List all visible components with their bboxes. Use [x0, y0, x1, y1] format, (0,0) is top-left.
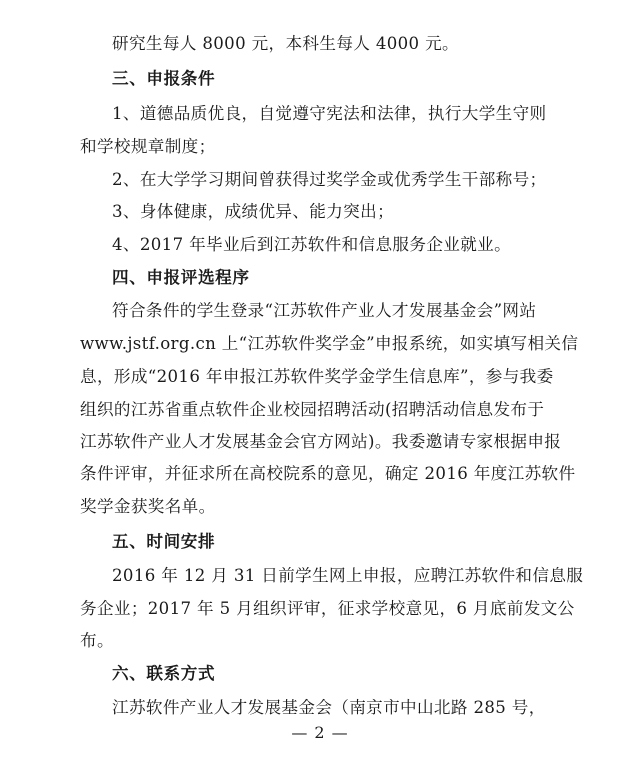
procedure-paragraph-line: 组织的江苏省重点软件企业校园招聘活动(招聘活动信息发布于	[80, 400, 545, 419]
condition-4: 4、2017 年毕业后到江苏软件和信息服务企业就业。	[112, 235, 512, 254]
procedure-paragraph-line: 条件评审，并征求所在高校院系的意见，确定 2016 年度江苏软件	[80, 464, 576, 483]
procedure-paragraph-line: 息，形成“2016 年申报江苏软件奖学金学生信息库”，参与我委	[80, 367, 554, 386]
schedule-paragraph-line: 布。	[80, 631, 114, 650]
section-heading-schedule: 五、时间安排	[112, 532, 216, 551]
amount-line: 研究生每人 8000 元，本科生每人 4000 元。	[112, 34, 459, 53]
condition-1-line-1: 1、道德品质优良，自觉遵守宪法和法律，执行大学生守则	[112, 104, 547, 123]
contact-line: 江苏软件产业人才发展基金会（南京市中山北路 285 号，	[112, 698, 546, 717]
procedure-paragraph-line: 江苏软件产业人才发展基金会官方网站)。我委邀请专家根据申报	[80, 432, 562, 451]
procedure-paragraph-line: 符合条件的学生登录“江苏软件产业人才发展基金会”网站	[112, 301, 537, 320]
condition-3: 3、身体健康，成绩优异、能力突出；	[112, 202, 395, 221]
procedure-paragraph-line: www.jstf.org.cn 上“江苏软件奖学金”申报系统，如实填写相关信	[80, 334, 579, 353]
section-heading-procedure: 四、申报评选程序	[112, 268, 250, 287]
condition-1-line-2: 和学校规章制度；	[80, 137, 216, 156]
procedure-paragraph-line: 奖学金获奖名单。	[80, 497, 216, 516]
schedule-paragraph-line: 2016 年 12 月 31 日前学生网上申报，应聘江苏软件和信息服	[112, 566, 584, 585]
section-heading-conditions: 三、申报条件	[112, 69, 216, 88]
section-heading-contact: 六、联系方式	[112, 664, 216, 683]
schedule-paragraph-line: 务企业；2017 年 5 月组织评审，征求学校意见，6 月底前发文公	[80, 599, 575, 618]
condition-2: 2、在大学学习期间曾获得过奖学金或优秀学生干部称号；	[112, 170, 547, 189]
page-number: — 2 —	[291, 723, 349, 742]
